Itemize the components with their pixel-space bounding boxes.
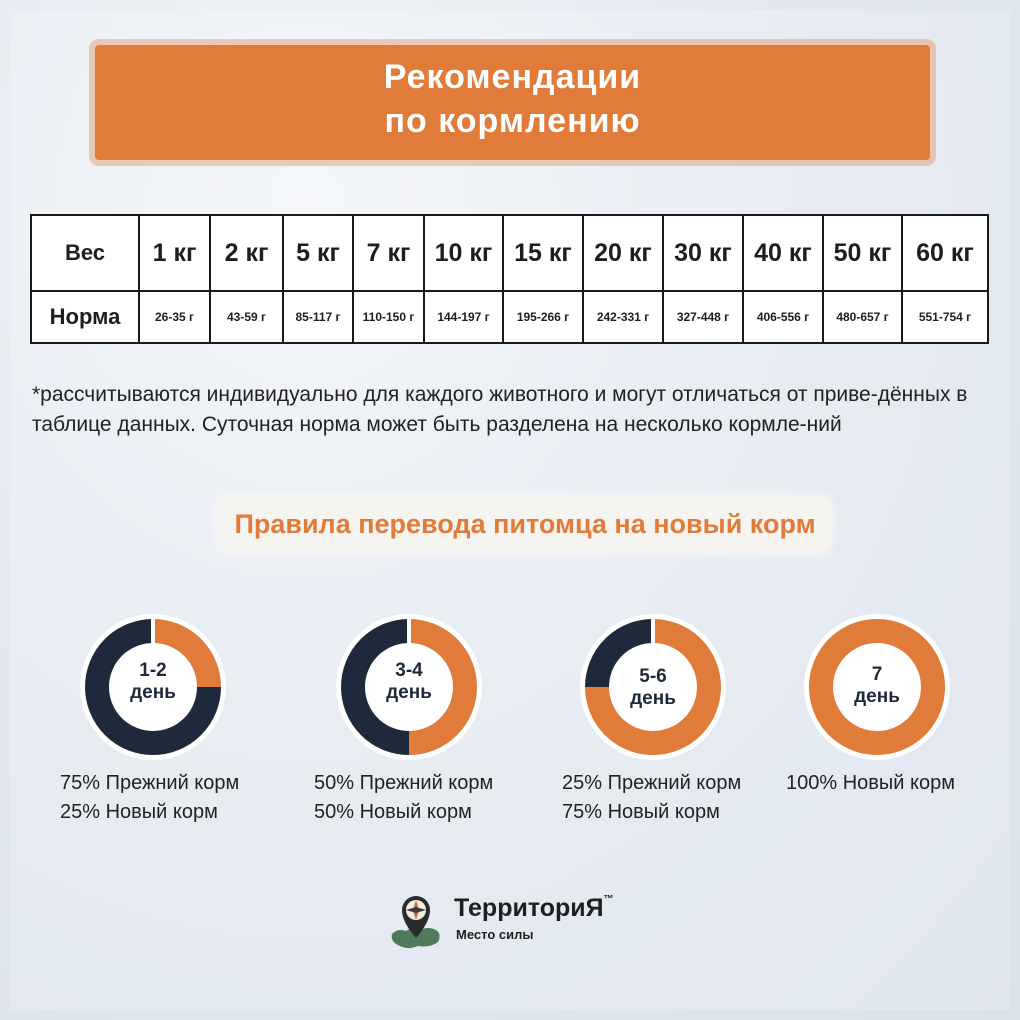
norm-cell: 144-197 г xyxy=(424,291,503,343)
step-caption xyxy=(60,769,300,827)
footnote: *рассчитываются индивидуально для каждого животного и могут отличаться от приве-дённых в таблице данных. Суточная норма может быть разделена на несколько кормле-ний xyxy=(32,383,968,436)
weight-cell: 15 кг xyxy=(503,215,583,291)
norm-cell: 195-266 г xyxy=(503,291,583,343)
trademark-mark: ™ xyxy=(603,894,614,905)
page-title xyxy=(95,55,930,143)
step-label xyxy=(334,660,484,704)
norm-cell: 242-331 г xyxy=(583,291,663,343)
step-days: 7 xyxy=(871,664,883,685)
weight-cell: 40 кг xyxy=(743,215,823,291)
weight-cell: 10 кг xyxy=(424,215,503,291)
brand-logo xyxy=(388,890,648,955)
brand-name: ТерриториЯ™ xyxy=(454,894,614,922)
step-label xyxy=(802,664,952,708)
caption-line: 75% Новый корм xyxy=(562,801,720,823)
page-title-line1: Рекомендации xyxy=(383,58,642,96)
weight-cell: 50 кг xyxy=(823,215,902,291)
caption-line: 75% Прежний корм xyxy=(60,772,240,794)
feeding-table xyxy=(30,214,989,344)
norm-cell: 110-150 г xyxy=(353,291,424,343)
caption-line: 25% Прежний корм xyxy=(562,772,742,794)
norm-cell: 26-35 г xyxy=(139,291,210,343)
step-label xyxy=(78,660,228,704)
step-unit: день xyxy=(130,682,176,703)
step-label xyxy=(578,666,728,710)
weight-cell: 2 кг xyxy=(210,215,283,291)
page-title-line2: по кормлению xyxy=(384,102,641,140)
step-unit: день xyxy=(630,688,676,709)
norm-cell: 85-117 г xyxy=(283,291,353,343)
norm-row xyxy=(31,291,988,343)
caption-line: 50% Новый корм xyxy=(314,801,472,823)
norm-label: Норма xyxy=(31,291,139,343)
step-unit: день xyxy=(854,686,900,707)
compass-pin-icon xyxy=(388,890,444,952)
step-days: 3-4 xyxy=(395,660,423,681)
weight-label: Вес xyxy=(31,215,139,291)
caption-line: 25% Новый корм xyxy=(60,801,218,823)
norm-cell: 406-556 г xyxy=(743,291,823,343)
section-title: Правила перевода питомца на новый корм xyxy=(218,496,832,553)
caption-line: 100% Новый корм xyxy=(786,772,955,794)
weight-row xyxy=(31,215,988,291)
step-days: 5-6 xyxy=(639,666,667,687)
weight-cell: 60 кг xyxy=(902,215,988,291)
brand-tagline: Место силы xyxy=(456,927,534,942)
step-caption xyxy=(562,769,802,827)
step-unit: день xyxy=(386,682,432,703)
header-banner xyxy=(95,45,930,160)
norm-cell: 327-448 г xyxy=(663,291,743,343)
weight-cell: 30 кг xyxy=(663,215,743,291)
weight-cell: 5 кг xyxy=(283,215,353,291)
norm-cell: 480-657 г xyxy=(823,291,902,343)
weight-cell: 20 кг xyxy=(583,215,663,291)
step-days: 1-2 xyxy=(139,660,167,681)
step-caption xyxy=(786,769,1020,798)
step-caption xyxy=(314,769,554,827)
weight-cell: 1 кг xyxy=(139,215,210,291)
caption-line: 50% Прежний корм xyxy=(314,772,494,794)
weight-cell: 7 кг xyxy=(353,215,424,291)
norm-cell: 43-59 г xyxy=(210,291,283,343)
norm-cell: 551-754 г xyxy=(902,291,988,343)
